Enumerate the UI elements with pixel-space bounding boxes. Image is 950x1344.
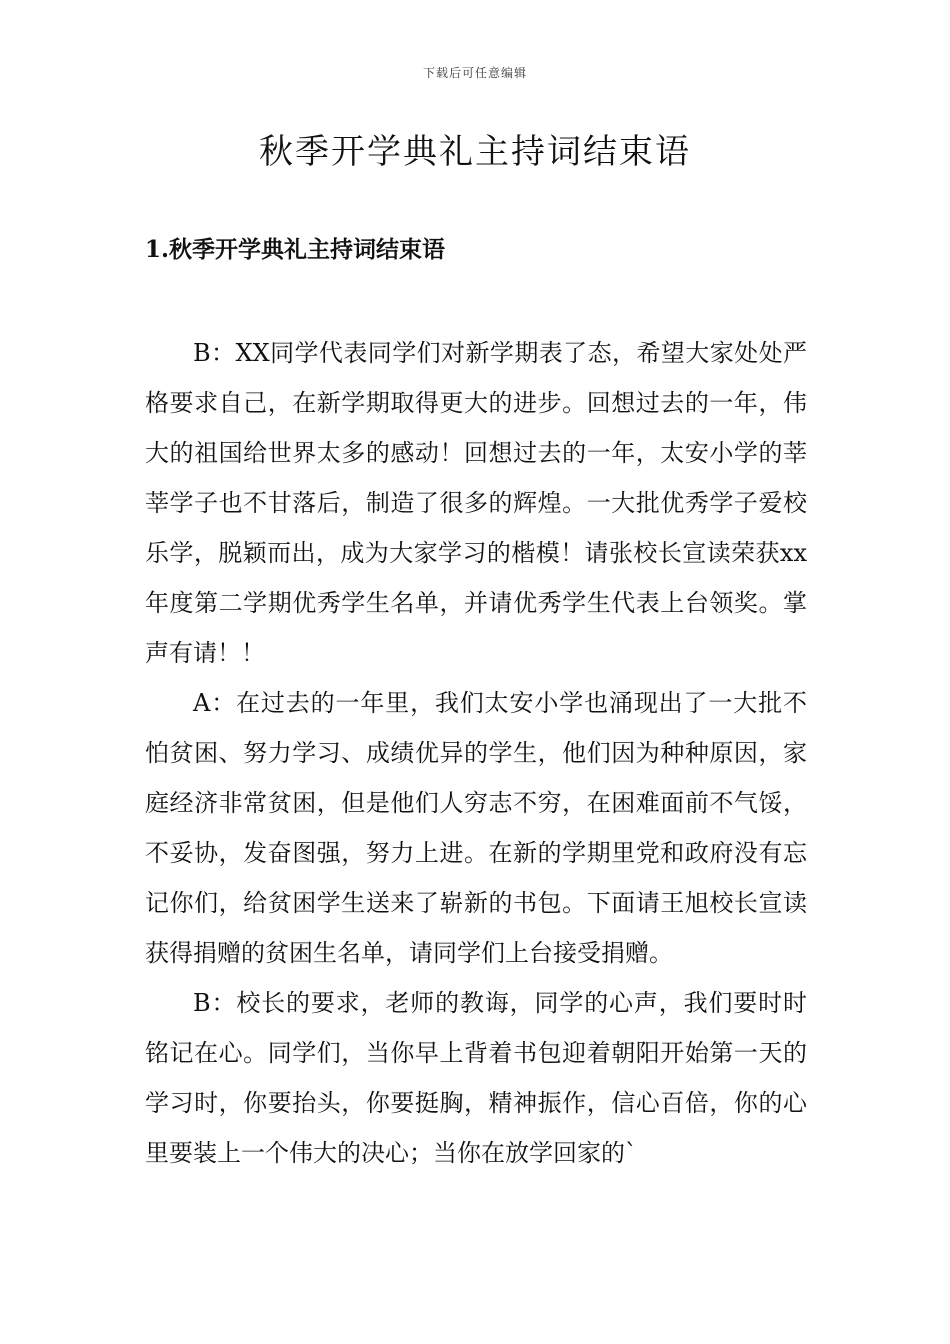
paragraph-b-intro: B：XX同学代表同学们对新学期表了态，希望大家处处严格要求自己，在新学期取得更大的进步。回想过去的一年，伟大的祖国给世界太多的感动！回想过去的一年，太安小学的莘莘学子也不甘落后，制造了很多的辉煌。一大批优秀学子爱校乐学，脱颖而出，成为大家学习的楷模！请张校长宣读荣获xx年度第二学期优秀学生名单，并请优秀学生代表上台领奖。掌声有请！！ <box>145 339 807 667</box>
document-title: 秋季开学典礼主持词结束语 <box>259 132 691 172</box>
paragraph-a-donation: A：在过去的一年里，我们太安小学也涌现出了一大批不怕贫困、努力学习、成绩优异的学生，他们因为种种原因，家庭经济非常贫困，但是他们人穷志不穷，在困难面前不气馁，不妥协，发奋图强，努力上进。在新的学期里党和政府没有忘记你们，给贫困学生送来了崭新的书包。下面请王旭校长宣读获得捐赠的贫困生名单，请同学们上台接受捐赠。 <box>145 689 807 967</box>
paragraph-b-closing: B：校长的要求，老师的教诲，同学的心声，我们要时时铭记在心。同学们，当你早上背着书包迎着朝阳开始第一天的学习时，你要抬头，你要挺胸，精神振作，信心百倍，你的心里要装上一个伟大的决心；当你在放学回家的` <box>145 989 807 1167</box>
section-heading: 1.秋季开学典礼主持词结束语 <box>145 236 446 263</box>
header-note: 下载后可任意编辑 <box>422 66 527 80</box>
document-body <box>145 328 807 1178</box>
